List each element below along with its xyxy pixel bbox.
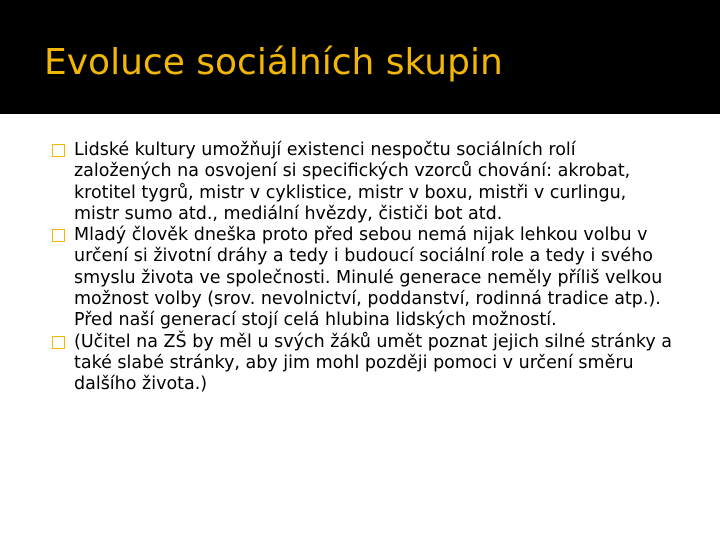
- hollow-square-icon: [52, 229, 65, 242]
- hollow-square-icon: [52, 144, 65, 157]
- bullet-text: Mladý člověk dneška proto před sebou nemá nijak lehkou volbu v určení si životní dráhy a tedy i budoucí sociální role a tedy i svého smyslu života ve společnosti. Minulé generace neměly příliš velkou možnost volby (srov. nevolnictví, poddanství, rodinná tradice atp.). Před naší generací stojí celá hlubina lidských možností.: [74, 225, 663, 331]
- bullet-item: [52, 225, 672, 331]
- hollow-square-icon: [52, 336, 65, 349]
- bullet-item: [52, 140, 672, 225]
- bullet-text: Lidské kultury umožňují existenci nespočtu sociálních rolí založených na osvojení si specifických vzorců chování: akrobat, krotitel tygrů, mistr v cyklistice, mistr v boxu, mistři v curlingu, mistr sumo atd., mediální hvězdy, čističi bot atd.: [74, 140, 631, 224]
- slide-title: Evoluce sociálních skupin: [44, 42, 503, 83]
- bullet-list: [52, 140, 672, 396]
- title-bar: [0, 0, 720, 114]
- bullet-text: (Učitel na ZŠ by měl u svých žáků umět poznat jejich silné stránky a také slabé stránky, aby jim mohl později pomoci v určení směru dalšího života.): [74, 331, 672, 395]
- bullet-item: [52, 332, 672, 396]
